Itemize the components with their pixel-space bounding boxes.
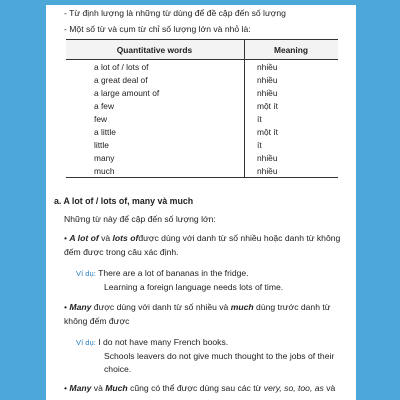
bullet-3-tail: và <box>326 383 336 393</box>
cell-meaning: nhiều <box>257 74 278 85</box>
bullet-2-line-1 <box>64 302 331 313</box>
term-a-lot-of: A lot of <box>69 233 99 243</box>
table-row <box>66 73 338 86</box>
bullet-2-rest: dùng trước danh từ <box>256 302 331 312</box>
intro-line-2: - Một số từ và cụm từ chỉ số lượng lớn và nhỏ là: <box>64 24 251 34</box>
cell-meaning: nhiều <box>257 61 278 72</box>
example-sentence: I do not have many French books. <box>98 337 229 347</box>
cell-word: a few <box>66 99 245 112</box>
table-row <box>66 86 338 99</box>
example-1-line-1 <box>76 268 249 279</box>
term-many: Many <box>69 383 92 393</box>
table-header-row <box>66 40 338 60</box>
bullet-mark: • <box>64 383 68 393</box>
cell-meaning: một ít <box>257 100 278 111</box>
table-row <box>66 99 338 112</box>
example-sentence: There are a lot of bananas in the fridge. <box>98 268 249 278</box>
modifier-words: very, so, too, as <box>263 383 324 393</box>
intro-line-1: - Từ định lượng là những từ dùng để đề cập đến số lượng <box>64 8 286 18</box>
cell-meaning: một ít <box>257 126 278 137</box>
term-much: Much <box>105 383 128 393</box>
term-many: Many <box>69 302 92 312</box>
example-2-line-3: choice. <box>104 364 132 374</box>
cell-word: a large amount of <box>66 86 245 99</box>
example-2-line-1 <box>76 337 228 348</box>
cell-word: much <box>66 164 245 178</box>
term-much: much <box>230 302 254 312</box>
bullet-1-rest: được dùng với danh từ số nhiều hoặc danh từ không <box>138 233 341 243</box>
cell-meaning: nhiều <box>257 87 278 98</box>
cell-word: a little <box>66 125 245 138</box>
bullet-mark: • <box>64 302 68 312</box>
bullet-3-mid: cũng có thể được dùng sau các từ <box>130 383 262 393</box>
conjunction: và <box>101 233 111 243</box>
example-label: Ví dụ: <box>76 269 96 278</box>
table-row <box>66 138 338 151</box>
example-2-line-2: Schools leavers do not give much thought to the jobs of their <box>104 351 335 361</box>
table-row <box>66 125 338 138</box>
table-row <box>66 164 338 178</box>
cell-word: a lot of / lots of <box>66 60 245 74</box>
bullet-1-line-2: đếm được trong câu xác định. <box>64 247 179 257</box>
quantitative-words-table <box>66 39 338 178</box>
cell-meaning: ít <box>257 139 262 150</box>
cell-word: a great deal of <box>66 73 245 86</box>
example-label: Ví dụ: <box>76 338 96 347</box>
conjunction: và <box>93 383 103 393</box>
cell-word: little <box>66 138 245 151</box>
cell-meaning: nhiều <box>257 152 278 163</box>
section-heading: a. A lot of / lots of, many và much <box>54 196 194 206</box>
top-accent-strip <box>46 0 356 5</box>
bullet-2-mid: được dùng với danh từ số nhiều và <box>93 302 229 312</box>
bullet-2-line-2: không đếm được <box>64 316 130 326</box>
column-header-words: Quantitative words <box>66 40 245 60</box>
cell-meaning: ít <box>257 113 262 124</box>
section-description: Những từ này để cập đến số lượng lớn: <box>64 214 216 224</box>
table-row <box>66 60 338 74</box>
document-page <box>46 0 356 400</box>
table-row <box>66 112 338 125</box>
example-1-line-2: Learning a foreign language needs lots of time. <box>104 282 284 292</box>
cell-word: few <box>66 112 245 125</box>
bullet-mark: • <box>64 233 68 243</box>
bullet-3-line-1 <box>64 383 335 394</box>
cell-meaning: nhiều <box>245 164 339 178</box>
bullet-1-line-1 <box>64 233 340 244</box>
cell-word: many <box>66 151 245 164</box>
table-row <box>66 151 338 164</box>
term-lots-of: lots of <box>112 233 139 243</box>
column-header-meaning: Meaning <box>245 40 339 60</box>
